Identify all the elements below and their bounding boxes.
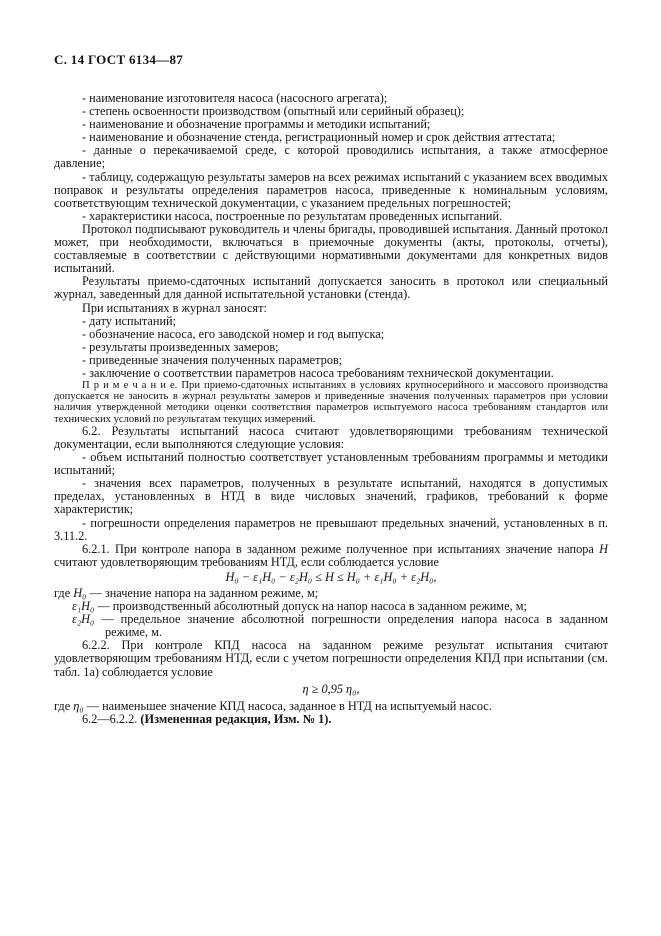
- amendment-ref: 6.2—6.2.2.: [82, 711, 141, 726]
- list-item: - объем испытаний полностью соответствует установленным требованиям программы и методики испытаний;: [54, 450, 608, 478]
- list-item: - наименование и обозначение стенда, регистрационный номер и срок действия аттестата;: [82, 130, 556, 145]
- section-6-2: 6.2. Результаты испытаний насоса считают удовлетворяющими требованиям технической документации, если выполняются следующие условия:: [54, 423, 608, 451]
- variable-H0: H₀: [73, 586, 87, 600]
- definition-text: — производственный абсолютный допуск на напор насоса в заданном режиме, м;: [94, 599, 527, 614]
- list-item: - данные о перекачиваемой среде, с которой проводились испытания, а также атмосферное давление;: [54, 143, 608, 171]
- amendment-note: [54, 713, 608, 726]
- variable-eps1H0: ε₁H₀: [72, 599, 95, 614]
- section-6-2-1-text-cont: считают удовлетворяющим требованиям НТД, если соблюдается условие: [54, 554, 439, 569]
- list-item: - обозначение насоса, его заводской номер и год выпуска;: [82, 326, 385, 341]
- definition-lead: где: [54, 586, 74, 600]
- list-item: - таблицу, содержащую результаты замеров на всех режимах испытаний с указанием всех вводимых поправок и результаты определения параметров насоса, приведенные к номинальным условиям, соответствующим технической документации, с указанием предельных погрешностей;: [54, 169, 608, 210]
- variable-H: H: [599, 541, 608, 556]
- paragraph-journal-intro: При испытаниях в журнал заносят:: [82, 300, 267, 315]
- formula-efficiency-condition: η ≥ 0,95 η₀,: [302, 681, 360, 696]
- section-6-2-2: 6.2.2. При контроле КПД насоса на заданном режиме результат испытания считают удовлетворяющим требованиям НТД, если с учетом погрешности определения КПД при испытании (см. табл. 1а) соблюдается условие: [54, 638, 608, 679]
- note: [54, 380, 608, 425]
- list-item: - погрешности определения параметров не превышают предельных значений, установленных в п. 3.11.2.: [54, 515, 608, 543]
- variable-eta0: η₀: [73, 698, 84, 713]
- list-item: - значения всех параметров, полученных в результате испытаний, находятся в допустимых пределах, установленных в НТД в виде числовых значений, графиков, требований к форме характеристик;: [54, 476, 608, 517]
- definition-lead: где: [54, 698, 74, 713]
- page-content: [54, 52, 608, 726]
- definition-text: — предельное значение абсолютной погрешности определения напора насоса в заданном режиме, м.: [94, 612, 608, 640]
- list-item: - заключение о соответствии параметров насоса требованиям технической документации.: [82, 365, 554, 380]
- definition-item: [54, 613, 608, 639]
- formula-head-condition: H₀ − ε₁H₀ − ε₂H₀ ≤ H ≤ H₀ + ε₁H₀ + ε₂H₀,: [225, 569, 437, 584]
- note-label: П р и м е ч а н и е.: [82, 380, 178, 392]
- list-item: - наименование и обозначение программы и методики испытаний;: [82, 117, 431, 132]
- list-item: - дату испытаний;: [82, 313, 177, 328]
- list-item: - характеристики насоса, построенные по результатам проведенных испытаний.: [82, 208, 503, 223]
- list-item: - степень освоенности производством (опытный или серийный образец);: [82, 104, 465, 119]
- variable-eps2H0: ε₂H₀: [72, 612, 95, 627]
- definition-text: — значение напора на заданном режиме, м;: [86, 586, 319, 600]
- note-text: При приемо-сдаточных испытаниях в условиях крупносерийного и массового производства допускается не заносить в журнал результаты замеров и приведенные значения полученных параметров при условии наличия утвержденной методики оценки соответствия параметров испытуемого насоса требованиям стандартов или технических условий по результатам текущих измерений.: [54, 380, 608, 425]
- definition-text: — наименьшее значение КПД насоса, заданное в НТД на испытуемый насос.: [83, 698, 492, 713]
- list-item: - наименование изготовителя насоса (насосного агрегата);: [82, 91, 388, 105]
- list-item: - приведенные значения полученных параметров;: [82, 352, 343, 367]
- section-6-2-1-text: 6.2.1. При контроле напора в заданном режиме полученное при испытаниях значение напора: [82, 541, 600, 556]
- amendment-bold: (Измененная редакция, Изм. № 1).: [140, 711, 332, 726]
- section-6-2-1: [54, 543, 608, 569]
- page-header: С. 14 ГОСТ 6134—87: [54, 52, 184, 67]
- paragraph-protocol: Протокол подписывают руководитель и члены бригады, проводившей испытания. Данный протокол может, при необходимости, включаться в приемочные документы (акты, протоколы, отчеты), составляемые в соответствии с действующими нормативными документами для конкретных видов испытаний.: [54, 221, 608, 276]
- paragraph-results: Результаты приемо-сдаточных испытаний допускается заносить в протокол или специальный журнал, заведенный для данной испытательной установки (стенда).: [54, 274, 608, 302]
- list-item: - результаты произведенных замеров;: [82, 339, 279, 354]
